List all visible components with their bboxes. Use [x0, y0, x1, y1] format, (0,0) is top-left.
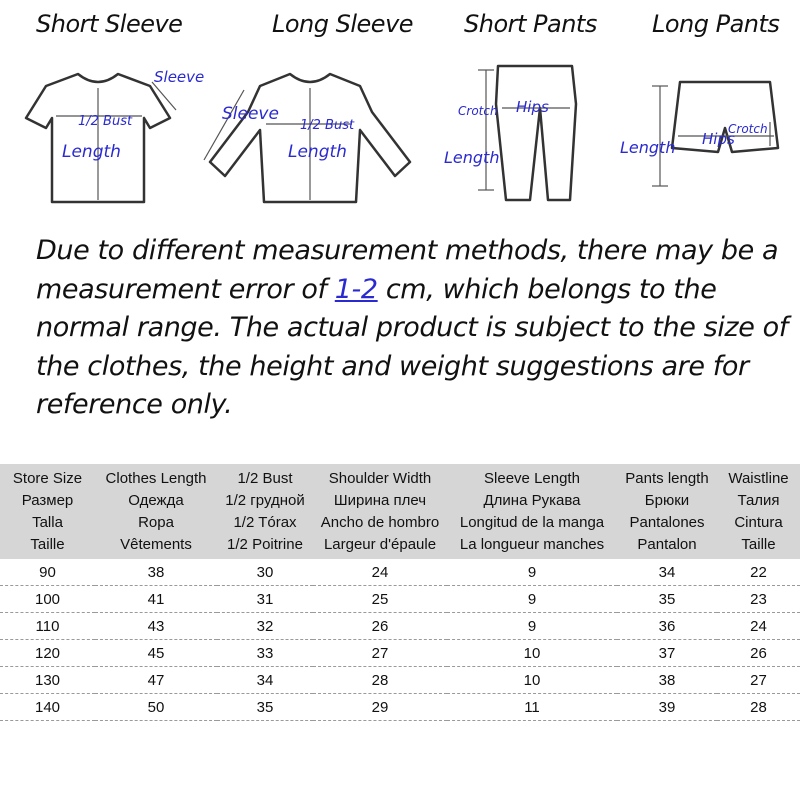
- garment-diagrams: [0, 0, 800, 215]
- table-cell: 32: [217, 613, 313, 640]
- table-cell: 9: [447, 586, 617, 613]
- long-sleeve-title: Long Sleeve: [272, 10, 414, 38]
- table-cell: 24: [313, 559, 447, 586]
- table-cell: 29: [313, 694, 447, 721]
- column-header: Vêtements: [95, 534, 217, 559]
- column-header: Store Size: [0, 464, 95, 490]
- table-row: [0, 613, 800, 640]
- table-cell: 47: [95, 667, 217, 694]
- table-row: [0, 559, 800, 586]
- column-header: La longueur manches: [447, 534, 617, 559]
- short-pants-crotch-label: Crotch: [458, 104, 498, 118]
- table-cell: 36: [617, 613, 717, 640]
- notice-error-range: 1-2: [334, 273, 378, 305]
- column-header: Ancho de hombro: [313, 512, 447, 534]
- table-cell: 26: [717, 640, 800, 667]
- header-row: [0, 490, 800, 512]
- long-pants-crotch-label: Crotch: [728, 122, 768, 136]
- size-chart-body: [0, 559, 800, 721]
- header-row: [0, 512, 800, 534]
- column-header: Брюки: [617, 490, 717, 512]
- column-header: Ropa: [95, 512, 217, 534]
- table-cell: 41: [95, 586, 217, 613]
- table-row: [0, 667, 800, 694]
- column-header: 1/2 грудной: [217, 490, 313, 512]
- notice-text-after: cm, which belongs to the normal range. The actual product is subject to the size of the clothes, the height and weight suggestions are for reference only.: [36, 273, 788, 420]
- short-pants-outline: [496, 66, 576, 200]
- column-header: 1/2 Bust: [217, 464, 313, 490]
- table-cell: 24: [717, 613, 800, 640]
- size-chart-table: [0, 464, 800, 721]
- short-pants-hips-label: Hips: [516, 98, 549, 116]
- long-pants-title: Long Pants: [652, 10, 780, 38]
- table-cell: 39: [617, 694, 717, 721]
- short-sleeve-title: Short Sleeve: [36, 10, 183, 38]
- table-cell: 27: [717, 667, 800, 694]
- column-header: Talla: [0, 512, 95, 534]
- table-cell: 38: [617, 667, 717, 694]
- long-pants-length-label: Length: [620, 138, 676, 157]
- table-cell: 110: [0, 613, 95, 640]
- table-cell: 34: [217, 667, 313, 694]
- long-pants-hips-label: Hips: [702, 130, 735, 148]
- table-cell: 25: [313, 586, 447, 613]
- column-header: Pantalon: [617, 534, 717, 559]
- column-header: Длина Рукава: [447, 490, 617, 512]
- column-header: Sleeve Length: [447, 464, 617, 490]
- column-header: Талия: [717, 490, 800, 512]
- column-header: 1/2 Poitrine: [217, 534, 313, 559]
- short-sleeve-length-label: Length: [62, 142, 121, 162]
- notice-text-before: Due to different measurement methods, there may be a measurement error of: [36, 235, 779, 305]
- table-cell: 140: [0, 694, 95, 721]
- table-row: [0, 586, 800, 613]
- column-header: Pants length: [617, 464, 717, 490]
- table-cell: 38: [95, 559, 217, 586]
- column-header: Cintura: [717, 512, 800, 534]
- column-header: Pantalones: [617, 512, 717, 534]
- table-cell: 90: [0, 559, 95, 586]
- table-cell: 37: [617, 640, 717, 667]
- short-pants-length-label: Length: [444, 148, 500, 167]
- table-cell: 45: [95, 640, 217, 667]
- short-sleeve-sleeve-label: Sleeve: [154, 68, 205, 86]
- table-row: [0, 694, 800, 721]
- table-cell: 28: [313, 667, 447, 694]
- table-cell: 130: [0, 667, 95, 694]
- short-sleeve-bust-label: 1/2 Bust: [78, 114, 133, 129]
- table-cell: 43: [95, 613, 217, 640]
- table-cell: 31: [217, 586, 313, 613]
- table-cell: 100: [0, 586, 95, 613]
- table-cell: 9: [447, 613, 617, 640]
- long-sleeve-bust-label: 1/2 Bust: [300, 118, 355, 133]
- long-sleeve-length-label: Length: [288, 142, 347, 162]
- size-chart-header: [0, 464, 800, 559]
- table-cell: 28: [717, 694, 800, 721]
- column-header: 1/2 Tórax: [217, 512, 313, 534]
- table-cell: 9: [447, 559, 617, 586]
- column-header: Taille: [717, 534, 800, 559]
- header-row: [0, 534, 800, 559]
- table-cell: 30: [217, 559, 313, 586]
- table-row: [0, 640, 800, 667]
- measurement-notice: [36, 232, 796, 425]
- header-row: [0, 464, 800, 490]
- column-header: Одежда: [95, 490, 217, 512]
- table-cell: 11: [447, 694, 617, 721]
- table-cell: 10: [447, 640, 617, 667]
- long-sleeve-sleeve-label: Sleeve: [222, 104, 279, 124]
- column-header: Ширина плеч: [313, 490, 447, 512]
- table-cell: 22: [717, 559, 800, 586]
- column-header: Largeur d'épaule: [313, 534, 447, 559]
- table-cell: 33: [217, 640, 313, 667]
- column-header: Размер: [0, 490, 95, 512]
- table-cell: 35: [217, 694, 313, 721]
- column-header: Shoulder Width: [313, 464, 447, 490]
- table-cell: 120: [0, 640, 95, 667]
- table-cell: 35: [617, 586, 717, 613]
- table-cell: 34: [617, 559, 717, 586]
- table-cell: 27: [313, 640, 447, 667]
- table-cell: 26: [313, 613, 447, 640]
- table-cell: 23: [717, 586, 800, 613]
- column-header: Clothes Length: [95, 464, 217, 490]
- table-cell: 10: [447, 667, 617, 694]
- column-header: Longitud de la manga: [447, 512, 617, 534]
- short-pants-title: Short Pants: [464, 10, 597, 38]
- column-header: Waistline: [717, 464, 800, 490]
- column-header: Taille: [0, 534, 95, 559]
- table-cell: 50: [95, 694, 217, 721]
